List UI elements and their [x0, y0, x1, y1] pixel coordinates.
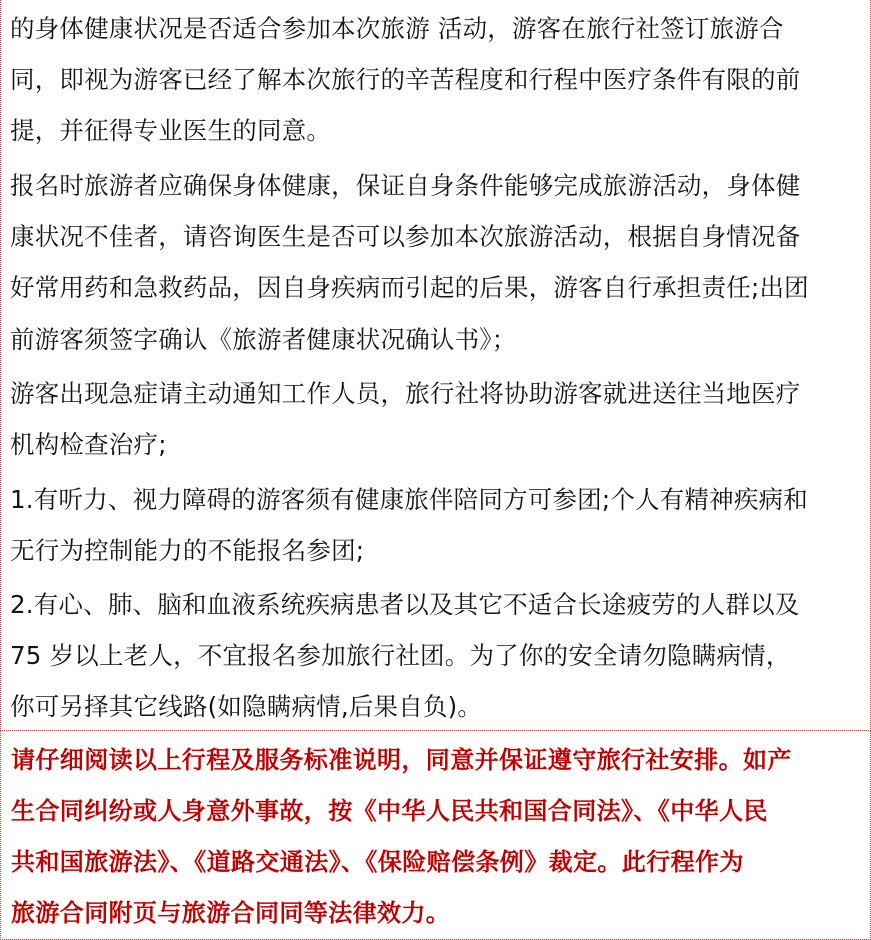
body-line: 75 岁以上老人，不宜报名参加旅行社团。为了你的安全请勿隐瞒病情，: [10, 641, 791, 670]
body-line: 同，即视为游客已经了解本次旅行的辛苦程度和行程中医疗条件有限的前: [10, 65, 801, 94]
body-line: 提，并征得专业医生的同意。: [10, 116, 332, 145]
body-line: 机构检查治疗;: [10, 430, 167, 459]
body-line: 前游客须签字确认《旅游者健康状况确认书》；: [10, 325, 517, 354]
body-line: 的身体健康状况是否适合参加本次旅游 活动，游客在旅行社签订旅游合: [10, 14, 784, 43]
notice-line: 共和国旅游法》、《道路交通法》、《保险赔偿条例》裁定。此行程作为: [11, 848, 744, 876]
body-line: 好常用药和急救药品，因自身疾病而引起的后果，游客自行承担责任;出团: [10, 273, 809, 302]
body-line: 报名时旅游者应确保身体健康，保证自身条件能够完成旅游活动，身体健: [10, 171, 801, 200]
notice-line: 请仔细阅读以上行程及服务标准说明，同意并保证遵守旅行社安排。如产: [11, 746, 792, 774]
legal-notice-section: [0, 731, 871, 940]
body-line: 无行为控制能力的不能报名参团;: [10, 536, 365, 565]
body-line: 康状况不佳者，请咨询医生是否可以参加本次旅游活动，根据自身情况备: [10, 222, 801, 251]
notice-line: 旅游合同附页与旅游合同同等法律效力。: [11, 899, 451, 927]
body-line: 1.有听力、视力障碍的游客须有健康旅伴陪同方可参团;个人有精神疾病和: [10, 485, 808, 514]
notice-line: 生合同纠纷或人身意外事故，按《中华人民共和国合同法》、《中华人民: [11, 797, 768, 825]
body-line: 你可另择其它线路(如隐瞒病情,后果自负)。: [10, 692, 483, 721]
body-line: 2.有心、肺、脑和血液系统疾病患者以及其它不适合长途疲劳的人群以及: [10, 590, 800, 619]
body-line: 游客出现急症请主动通知工作人员，旅行社将协助游客就进送往当地医疗: [10, 379, 801, 408]
